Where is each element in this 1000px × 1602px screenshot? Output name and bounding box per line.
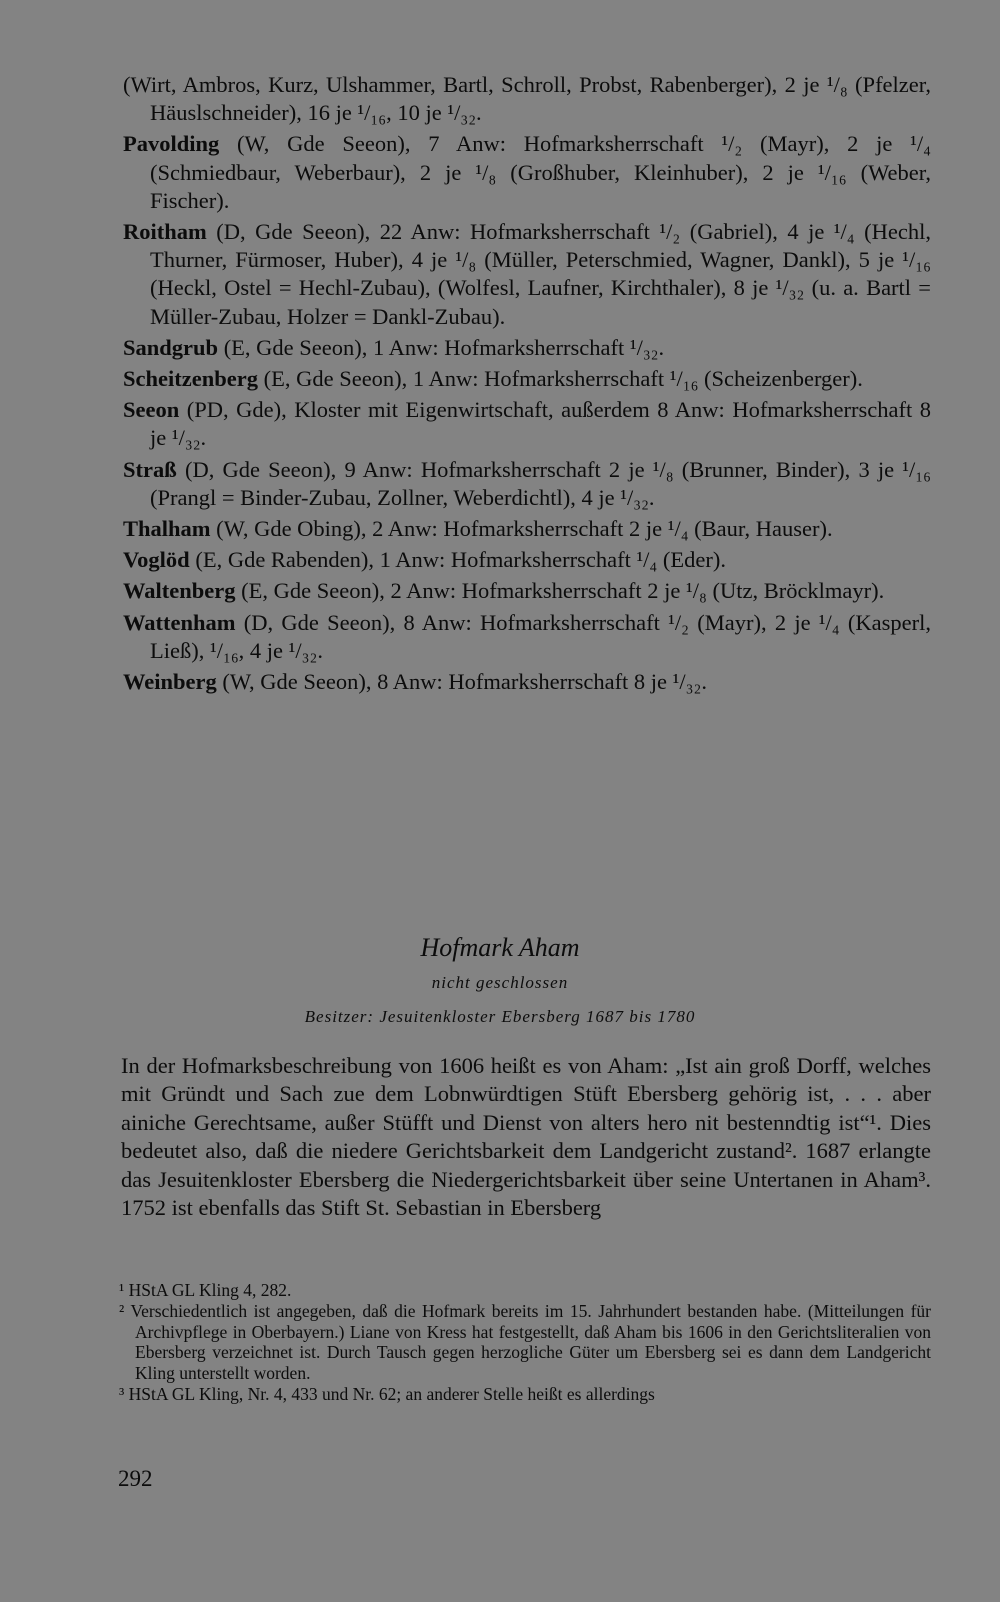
entry-text: (E, Gde Rabenden), 1 Anw: Hofmarksherrschaft ¹/₄ (Eder). [189, 547, 726, 573]
entry-weinberg [123, 668, 931, 696]
entry-name: Waltenberg [123, 578, 236, 604]
footnote-3: ³ HStA GL Kling, Nr. 4, 433 und Nr. 62; an anderer Stelle heißt es allerdings [119, 1383, 655, 1404]
entry-name: Roitham [123, 219, 207, 245]
footnote-2: ² Verschiedentlich ist angegeben, daß die Hofmark bereits im 15. Jahrhundert bestanden habe. (Mitteilungen für Archivpflege in Oberbayern.) Liane von Kress hat festgestellt, daß Aham bis 1606 in den Gerichtsliteralien von Ebersberg verzeichnet ist. Durch Tausch gegen herzogliche Güter um Ebersberg sei es dann dem Landgericht Kling unterstellt worden. [119, 1300, 931, 1384]
entry-thalham [123, 515, 931, 543]
footnote-1: ¹ HStA GL Kling 4, 282. [119, 1280, 292, 1300]
entry-name: Sandgrub [123, 334, 219, 360]
entry-seeon [123, 396, 931, 452]
entry-name: Straß [123, 456, 177, 482]
section-title: Hofmark Aham [420, 933, 580, 962]
entry-roitham [123, 218, 931, 331]
entry-text: (E, Gde Seeon), 1 Anw: Hofmarksherrschaft ¹/₁₆ (Scheizenberger). [257, 366, 863, 392]
entry-text: (E, Gde Seeon), 2 Anw: Hofmarksherrschaft 2 je ¹/₈ (Utz, Bröcklmayr). [235, 578, 885, 604]
footnotes [119, 1280, 931, 1405]
entry-scheitzenberg [123, 365, 931, 393]
entry-text: (D, Gde Seeon), 9 Anw: Hofmarksherrschaft 2 je ¹/₈ (Brunner, Binder), 3 je ¹/₁₆ (Prangl = Binder-Zubau, Zollner, Weberdichtl), 4 je ¹/₃₂. [150, 456, 931, 510]
entry-vogloed [123, 546, 931, 574]
entry-name: Thalham [123, 516, 211, 542]
entry-text: (D, Gde Seeon), 22 Anw: Hofmarksherrschaft ¹/₂ (Gabriel), 4 je ¹/₄ (Hechl, Thurner, Fürmoser, Huber), 4 je ¹/₈ (Müller, Peterschmied, Wagner, Dankl), 5 je ¹/₁₆ (Heckl, Ostel = Hechl-Zubau), (Wolfesl, Laufner, Kirchthaler), 8 je ¹/₃₂ (u. a. Bartl = Müller-Zubau, Holzer = Dankl-Zubau). [150, 219, 931, 329]
entry-text: (E, Gde Seeon), 1 Anw: Hofmarksherrschaft ¹/₃₂. [218, 334, 665, 360]
entry-pavolding [123, 130, 931, 215]
entry-wattenham [123, 609, 931, 665]
body-paragraph: In der Hofmarksbeschreibung von 1606 heißt es von Aham: „Ist ain groß Dorff, welches mit Gründt und Sach zue dem Lobnwürdtigen Stüft Ebersberg gehörig ist, . . . aber ainiche Gerechtsame, außer Stüfft und Dienst von alters hero nit bestenndtig ist“¹. Dies bedeutet also, daß die niedere Gerichtsbarkeit dem Landgericht zustand². 1687 erlangte das Jesuitenkloster Ebersberg die Niedergerichtsbarkeit über seine Untertanen in Aham³. 1752 ist ebenfalls das Stift St. Sebastian in Ebersberg [121, 1053, 931, 1221]
section-subtitle: nicht geschlossen [431, 973, 569, 992]
entry-text: (W, Gde Seeon), 8 Anw: Hofmarksherrschaft 8 je ¹/₃₂. [216, 669, 707, 695]
page-number: 292 [118, 1466, 153, 1491]
entry-waltenberg [123, 577, 931, 605]
entry-name: Scheitzenberg [123, 366, 258, 392]
entry-text: (W, Gde Seeon), 7 Anw: Hofmarksherrschaft ¹/₂ (Mayr), 2 je ¹/₄ (Schmiedbaur, Weberbaur), 2 je ¹/₈ (Großhuber, Kleinhuber), 2 je ¹/₁₆ (Weber, Fischer). [150, 131, 931, 213]
entry-name: Wattenham [123, 609, 236, 635]
entry-text: (PD, Gde), Kloster mit Eigenwirtschaft, außerdem 8 Anw: Hofmarksherrschaft 8 je ¹/₃₂. [150, 397, 931, 451]
entry-name: Pavolding [123, 131, 220, 157]
entry-name: Seeon [123, 397, 180, 423]
entry-text: (W, Gde Obing), 2 Anw: Hofmarksherrschaft 2 je ¹/₄ (Baur, Hauser). [210, 516, 833, 542]
section-owner: Besitzer: Jesuitenkloster Ebersberg 1687 bis 1780 [304, 1007, 696, 1026]
entry-sandgrub [123, 334, 931, 362]
entry-name: Weinberg [123, 669, 217, 695]
place-entries [123, 71, 931, 699]
entry-text: (Wirt, Ambros, Kurz, Ulshammer, Bartl, Schroll, Probst, Rabenberger), 2 je ¹/₈ (Pfelzer, Häuslschneider), 16 je ¹/₁₆, 10 je ¹/₃₂. [123, 72, 931, 126]
entry-text: (D, Gde Seeon), 8 Anw: Hofmarksherrschaft ¹/₂ (Mayr), 2 je ¹/₄ (Kasperl, Ließ), ¹/₁₆, 4 je ¹/₃₂. [150, 609, 931, 663]
entry-strass [123, 456, 931, 512]
entry-name: Voglöd [123, 547, 190, 573]
entry-continuation [123, 71, 931, 127]
